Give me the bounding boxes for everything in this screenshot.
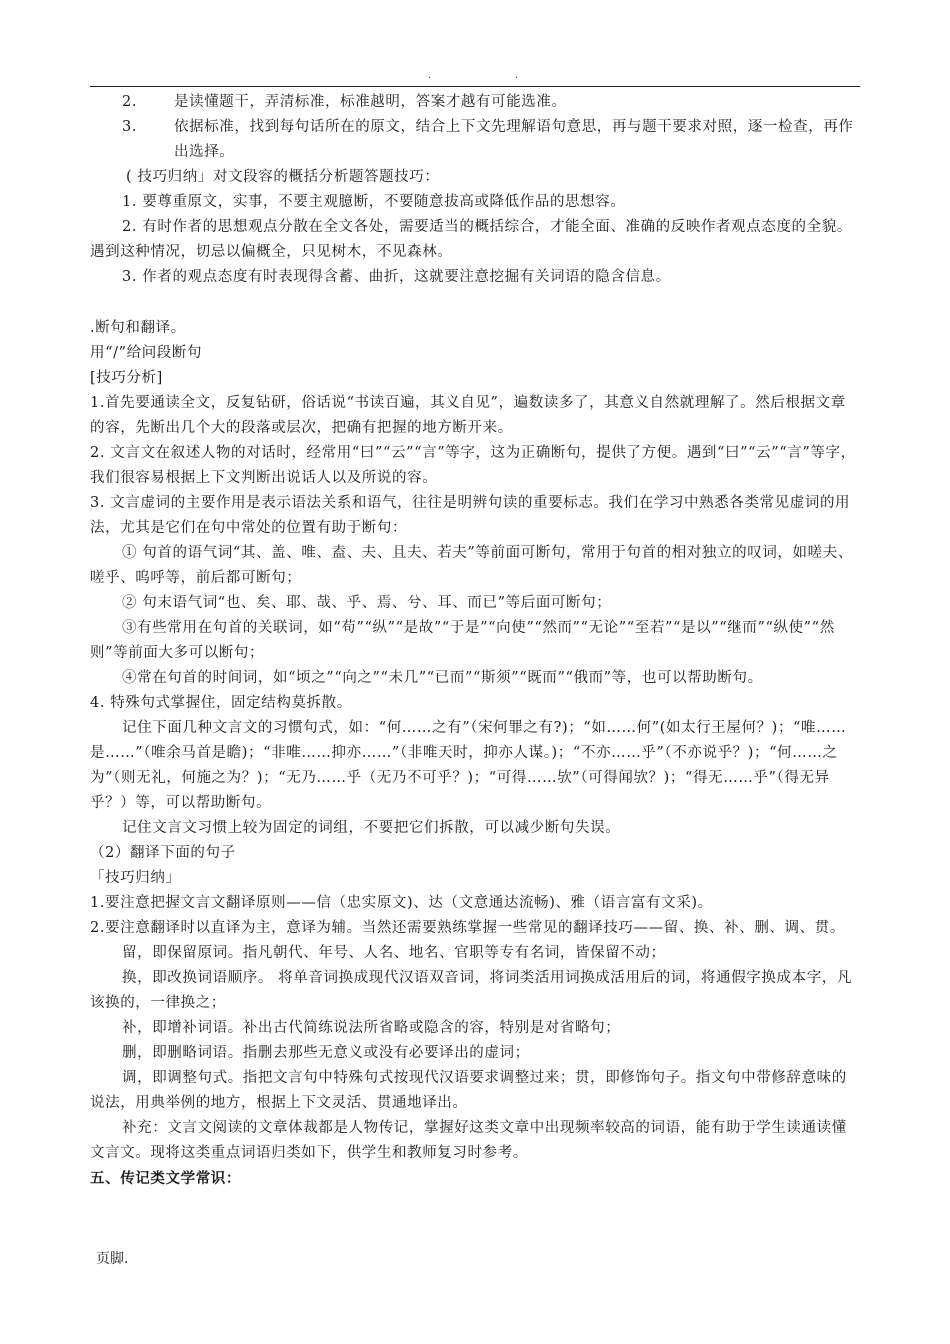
paragraph: 3. 文言虚词的主要作用是表示语法关系和语气，往往是明辨句读的重要标志。我们在学习中熟悉各类常见虚词的用法，尤其是它们在句中常处的位置有助于断句： (90, 495, 851, 536)
paragraph: 4. 特殊句式掌握住，固定结构莫拆散。 (90, 695, 352, 711)
paragraph: 记住下面几种文言文的习惯句式，如：“何……之有”（宋何罪之有?)；“如……何”(如太行王屋何？)；“唯……是……”（唯余马首是瞻)；“非唯……抑亦……”（非唯天时，抑亦人谋。)；“不亦……乎”（不亦说乎？)；“何……之为”（则无礼，何施之为？)；“无乃……乎（无乃不可乎？)；“可得……欤”（可得闻欤？)；“得无……乎”（得无异乎？）等，可以帮助断句。 (90, 720, 847, 811)
tip-item: 3. 作者的观点态度有时表现得含蓄、曲折，这就要注意挖掘有关词语的隐含信息。 (122, 269, 671, 285)
list-item: ③有些常用在句首的关联词，如“苟”“纵”“是故”“于是”“向使”“然而”“无论”“至若”“是以”“继而”“纵使”“然则”等前面大多可以断句； (90, 620, 835, 661)
item-text: 是读懂题干，弄清标准，标准越明，答案才越有可能选准。 (174, 94, 567, 110)
item-number: 2. (122, 94, 138, 110)
list-item: 删，即删略词语。指删去那些无意义或没有必要译出的虚词； (122, 1045, 530, 1061)
section-heading: 五、传记类文学常识： (90, 1170, 241, 1187)
header-mark-left: . (428, 70, 432, 81)
item-text: 依据标准，找到每句话所在的原文，结合上下文先理解语句意思，再与题干要求对照，逐一检查，再作出选择。 (174, 119, 854, 160)
technique-label: [技巧分析] (90, 370, 163, 386)
header-rule (90, 86, 860, 87)
page-header-marks (90, 70, 860, 84)
numbered-item-2 (90, 90, 860, 115)
list-item: 换，即改换词语顺序。 将单音词换成现代汉语双音词，将词类活用词换成活用后的词，将通假字换成本字，凡该换的，一律换之； (90, 970, 853, 1011)
tip-item: 2. 有时作者的思想观点分散在全文各处，需要适当的概括综合，才能全面、准确的反映作者观点态度的全貌。遇到这种情况，切忌以偏概全，只见树木，不见森林。 (90, 219, 852, 260)
tip-item: 1. 要尊重原文，实事，不要主观臆断，不要随意拔高或降低作品的思想容。 (122, 194, 626, 210)
list-item: ② 句末语气词“也、矣、耶、哉、乎、焉、兮、耳、而已”等后面可断句； (122, 595, 612, 611)
section-title: （2）翻译下面的句子 (90, 845, 236, 861)
list-item: 留，即保留原词。指凡朝代、年号、人名、地名、官职等专有名词，皆保留不动； (122, 945, 666, 961)
section-subtitle: 用“/”给问段断句 (90, 345, 203, 361)
paragraph: 补充：文言文阅读的文章体裁都是人物传记，掌握好这类文章中出现频率较高的词语，能有助于学生读通读懂文言文。现将这类重点词语归类如下，供学生和教师复习时参考。 (90, 1120, 847, 1161)
paragraph: 1.首先要通读全文，反复钻研，俗话说“书读百遍，其义自见”，遍数读多了，其意义自然就理解了。然后根据文章的容，先断出几个大的段落或层次，把确有把握的地方断开来。 (90, 395, 846, 436)
page-footer: 页脚. (96, 1251, 129, 1267)
item-number: 3. (122, 119, 138, 135)
list-item: 补，即增补词语。补出古代简练说法所省略或隐含的容，特别是对省略句； (122, 1020, 621, 1036)
paragraph: 记住文言文习惯上较为固定的词组，不要把它们拆散，可以减少断句失误。 (122, 820, 621, 836)
section-title: .断句和翻译。 (90, 320, 186, 336)
numbered-item-3 (90, 115, 860, 165)
paragraph: 2. 文言文在叙述人物的对话时，经常用“曰”“云”“言”等字，这为正确断句，提供了方便。遇到“曰”“云”“言”等字，我们很容易根据上下文判断出说话人以及所说的容。 (90, 445, 856, 486)
document-body (90, 90, 860, 1191)
paragraph: 1.要注意把握文言文翻译原则——信（忠实原文)、达（文意通达流畅)、雅（语言富有文采)。 (90, 895, 713, 911)
technique-label: 「技巧归纳」 (90, 870, 181, 886)
header-mark-right: . (515, 70, 519, 81)
spacer (90, 290, 860, 316)
list-item: ① 句首的语气词“其、盖、唯、盍、夫、且夫、若夫”等前面可断句，常用于句首的相对独立的叹词，如嗟夫、嗟乎、呜呼等，前后都可断句； (90, 545, 853, 586)
tip-heading: ( 技巧归纳」对文段容的概括分析题答题技巧： (126, 169, 440, 185)
list-item: 调，即调整句式。指把文言句中特殊句式按现代汉语要求调整过来；贯，即修饰句子。指文句中带修辞意味的说法，用典举例的地方，根据上下文灵活、贯通地译出。 (90, 1070, 847, 1111)
list-item: ④常在句首的时间词，如“顷之”“向之”“未几”“已而”“斯须”“既而”“俄而”等，也可以帮助断句。 (122, 670, 763, 686)
paragraph: 2.要注意翻译时以直译为主，意译为辅。当然还需要熟练掌握一些常见的翻译技巧——留、换、补、删、调、贯。 (90, 920, 845, 936)
